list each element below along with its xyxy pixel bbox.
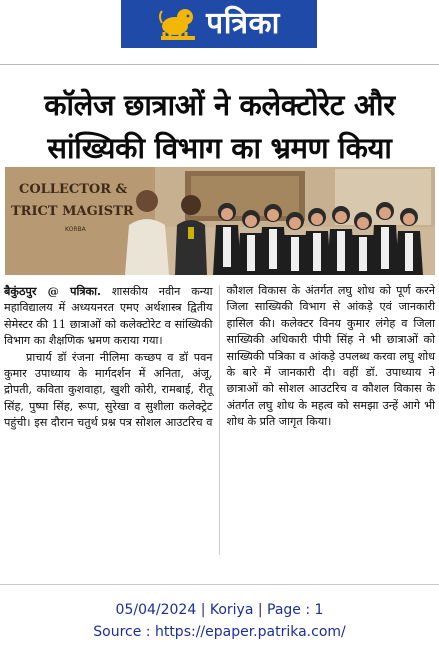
column-divider [219, 285, 220, 555]
top-divider [0, 64, 439, 65]
headline-line-1: कॉलेज छात्राओं ने कलेक्टोरेट और [44, 88, 395, 122]
footer-source-link[interactable]: Source : https://epaper.patrika.com/ [93, 624, 346, 640]
group-photo-illustration [5, 167, 435, 275]
dateline: बैकुंठपुर @ पत्रिका. [4, 284, 101, 298]
bottom-divider [0, 584, 439, 585]
sign-text-1: COLLECTOR & [19, 182, 128, 197]
sign-text-3: KORBA [65, 226, 86, 233]
article-paragraph-1 [4, 283, 213, 350]
masthead [121, 0, 317, 48]
sign-text-2: TRICT MAGISTR [11, 204, 134, 219]
lion-icon [158, 6, 198, 42]
headline-line-2: सांख्यिकी विभाग का भ्रमण किया [47, 131, 392, 165]
headline [4, 84, 435, 170]
article-paragraph-2: प्राचार्य डॉ रंजना नीलिमा कच्छप व डॉ पवन कुमार उपाध्याय के मार्गदर्शन में अनिता, अंजू, द्रोपती, कविता कुशवाहा, खुशी कोरी, रामबाई, रीतू सिंह, पुष्पा सिंह, रूपा, सुरेखा व सुशीला कलेक्ट्रेट पहुंची। इस दौरान चतुर्थ प्रश्न पत्र सोशल आउटरिच व कौशल विकास के अंतर्गत लघु शोध को पूर्ण करने जिला साख्यिकी विभाग से आंकड़े एवं जानकारी हासिल की। कलेक्टर विनय कुमार लंगेह व जिला साख्यिकी अधिकारी पीपी सिंह ने भी छात्राओं को साख्यिकी पत्रिका व आंकड़े उपलब्ध करवा लघु शोध के बारे में जानकारी दी। वहीं डॉ. उपाध्याय ने छात्राओं को सोशल आउटरिच व कौशल विकास के अंतर्गत लघु शोध के महत्व को समझा उन्हें आगे भी शोध के प्रति जागृत किया। [4, 284, 435, 430]
news-photo [5, 167, 435, 275]
source-footer [0, 599, 439, 643]
footer-date-edition: 05/04/2024 | Koriya | Page : 1 [115, 602, 324, 618]
paragraph-1-text: शासकीय नवीन कन्या महाविद्यालय में अध्ययनरत एमए अर्थशास्त्र द्वितीय सेमेस्टर की 11 छात्राओं को कलेक्टोरेट व सांख्यिकी विभाग का शैक्षणिक भ्रमण कराया गया। [4, 285, 213, 348]
brand-name: पत्रिका [206, 6, 280, 41]
